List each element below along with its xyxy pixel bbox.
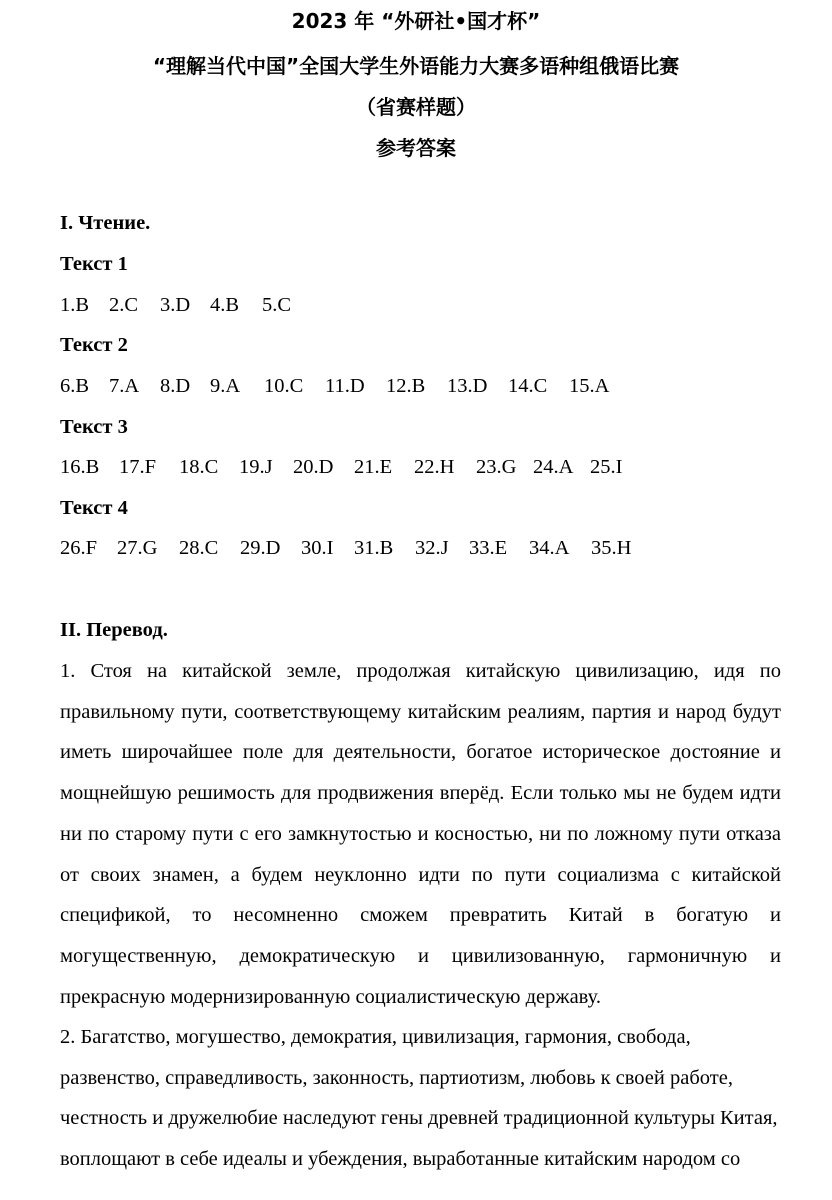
answer-17: 17.F	[119, 456, 157, 478]
text-3-answers	[60, 456, 622, 479]
answer-33: 33.E	[469, 537, 508, 559]
text-2-title: Текст 2	[60, 334, 128, 356]
answer-16: 16.B	[60, 456, 100, 478]
title-competition: “理解当代中国”全国大学生外语能力大赛多语种组俄语比赛	[152, 54, 680, 78]
answer-25: 25.I	[590, 456, 623, 478]
answer-31: 31.B	[354, 537, 394, 559]
answer-6: 6.B	[60, 375, 90, 397]
answer-30: 30.I	[301, 537, 334, 559]
text-3-title: Текст 3	[60, 416, 128, 438]
title-year-cup: 2023 年 “外研社•国才杯”	[291, 9, 541, 33]
text-1-title: Текст 1	[60, 253, 128, 275]
answer-28: 28.C	[179, 537, 219, 559]
text-1-answers	[60, 294, 291, 317]
answer-10: 10.C	[264, 375, 304, 397]
answer-34: 34.A	[529, 537, 570, 559]
answer-29: 29.D	[240, 537, 281, 559]
answer-18: 18.C	[179, 456, 219, 478]
answer-9: 9.A	[210, 375, 241, 397]
answer-14: 14.C	[508, 375, 548, 397]
answer-7: 7.A	[109, 375, 140, 397]
answer-19: 19.J	[239, 456, 273, 478]
answer-12: 12.B	[386, 375, 426, 397]
answer-26: 26.F	[60, 537, 98, 559]
answer-23: 23.G	[476, 456, 517, 478]
answer-27: 27.G	[117, 537, 158, 559]
answer-4: 4.B	[210, 294, 240, 316]
text-2-answers	[60, 375, 609, 398]
answer-3: 3.D	[160, 294, 191, 316]
answer-24: 24.A	[533, 456, 574, 478]
title-answer-key: 参考答案	[376, 136, 456, 160]
answer-22: 22.H	[414, 456, 455, 478]
answer-5: 5.C	[262, 294, 292, 316]
answer-2: 2.C	[109, 294, 139, 316]
section-translation-heading: II. Перевод.	[60, 619, 168, 641]
answer-15: 15.A	[569, 375, 610, 397]
section-reading-heading: I. Чтение.	[60, 212, 151, 234]
answer-35: 35.H	[591, 537, 632, 559]
title-sample-note: （省赛样题）	[356, 95, 476, 119]
text-4-title: Текст 4	[60, 497, 128, 519]
translation-paragraph-2: 2. Багатство, могушество, демократия, цивилизация, гармония, свобода, развенство, справедливость, законность, партиотизм, любовь к своей работе, честность и дружелюбие наследуют гены древней традиционной культуры Китая, воплощают в себе идеалы и убеждения, выработанные китайским народом со	[60, 1026, 778, 1171]
answer-1: 1.B	[60, 294, 90, 316]
answer-8: 8.D	[160, 375, 191, 397]
translation-paragraph-1: 1. Стоя на китайской земле, продолжая китайскую цивилизацию, идя по правильному пути, соответствующему китайским реалиям, партия и народ будут иметь широчайшее поле для деятельности, богатое историческое достояние и мощнейшую решимость для продвижения вперёд. Если только мы не будем идти ни по старому пути с его замкнутостью и косностью, ни по ложному пути отказа от своих знамен, а будем неуклонно идти по пути социализма с китайской спецификой, то несомненно сможем превратить Китай в богатую и могущественную, демократическую и цивилизованную, гармоничную и прекрасную модернизированную социалистическую державу.	[60, 660, 781, 1008]
answer-32: 32.J	[415, 537, 449, 559]
answer-20: 20.D	[293, 456, 334, 478]
answer-13: 13.D	[447, 375, 488, 397]
text-4-answers	[60, 537, 631, 560]
answer-21: 21.E	[354, 456, 393, 478]
answer-11: 11.D	[325, 375, 365, 397]
